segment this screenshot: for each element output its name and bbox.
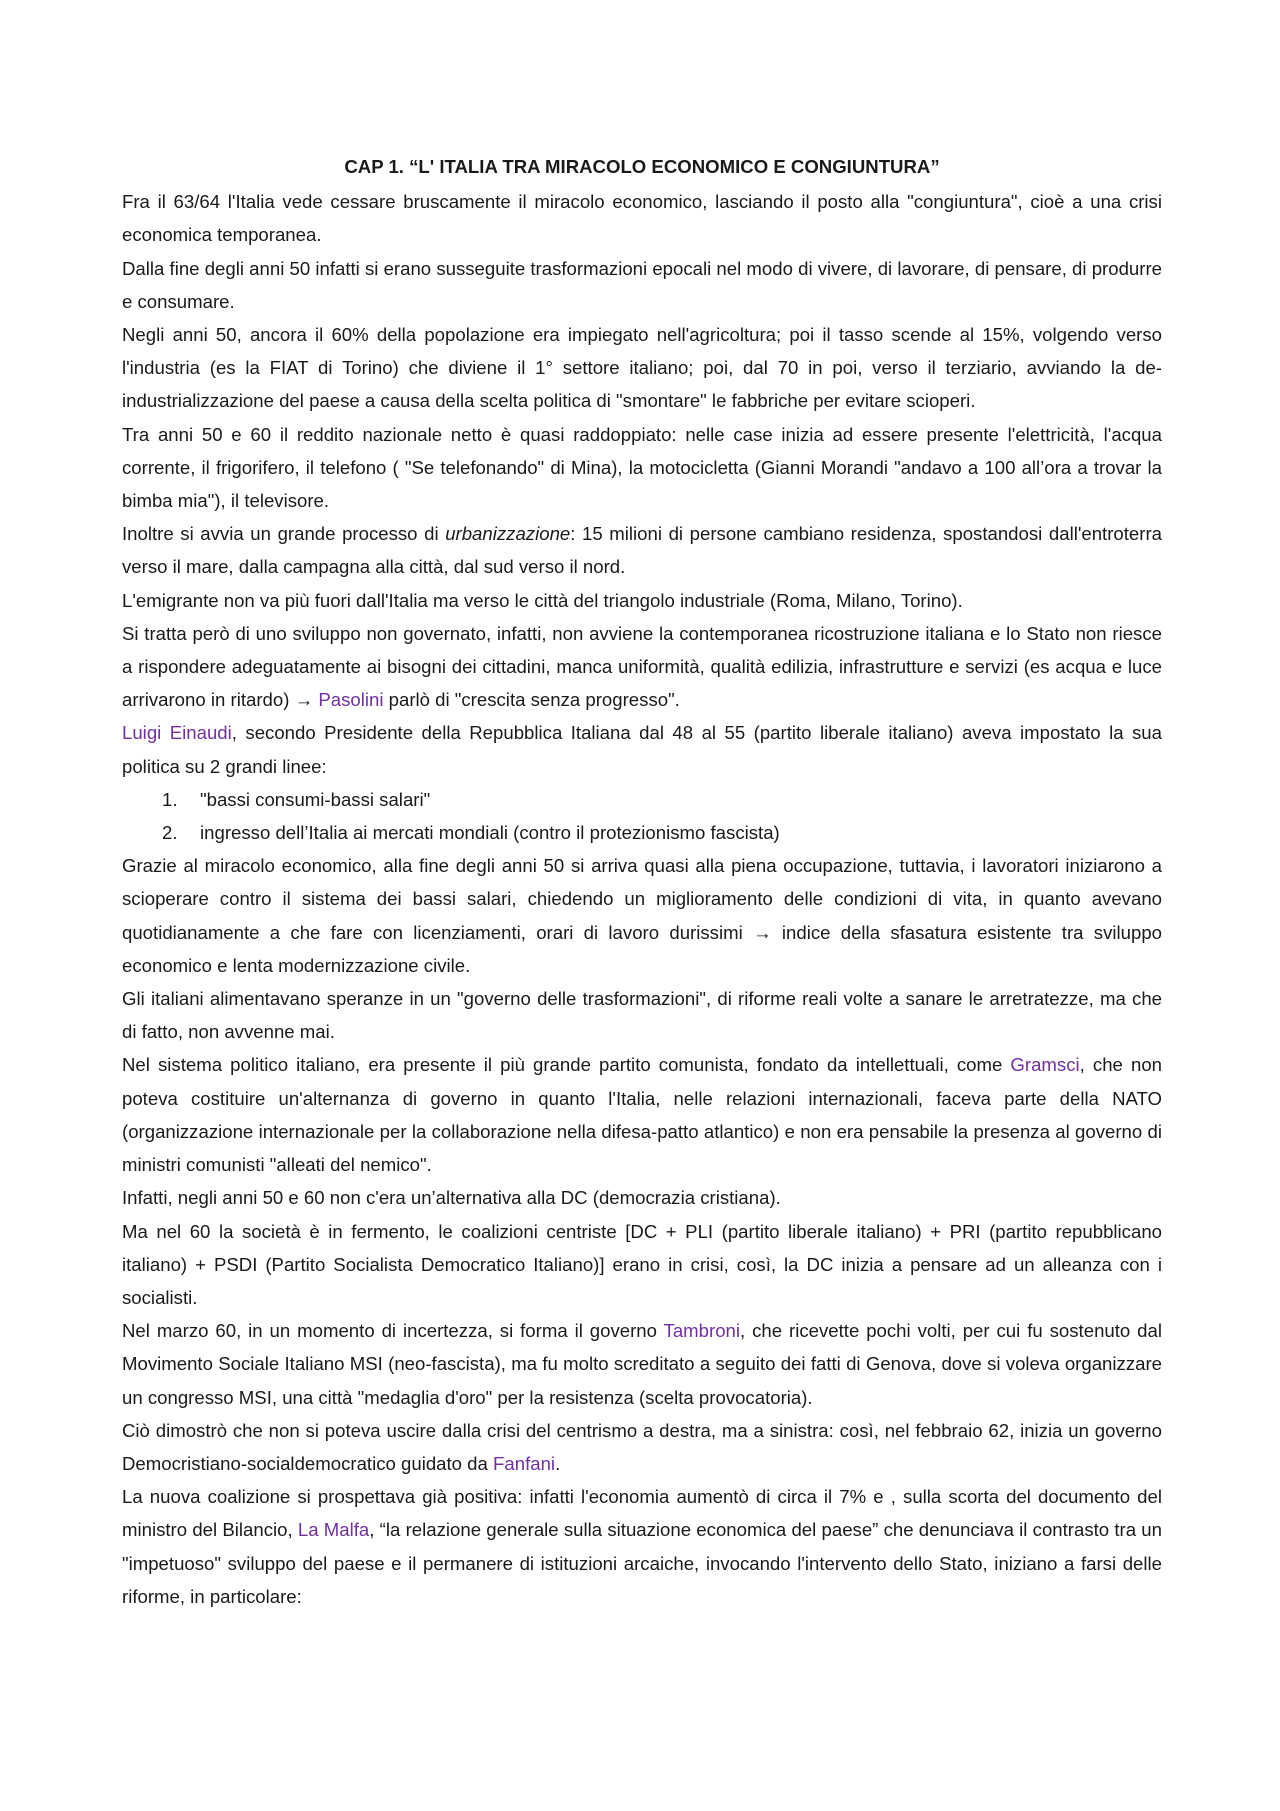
text-run: indice della sfasatura esistente tra sviluppo economico e lenta modernizzazione civile. <box>122 921 1162 976</box>
text-run: Ciò dimostrò che non si poteva uscire dalla crisi del centrismo a destra, ma a sinistra: così, nel febbraio 62, inizia un governo Democristiano-socialdemocratico guidato da <box>122 1419 1162 1474</box>
paragraph-sviluppo <box>122 617 1162 717</box>
text-run: La nuova coalizione si prospettava già positiva: infatti l'economia aumentò di circa il 7% e , sulla scorta del documento del ministro del Bilancio, <box>122 1486 1162 1541</box>
text-run: : 15 milioni di persone cambiano residenza, spostandosi dall'entroterra verso il mare, dalla campagna alla città, dal sud verso il nord. <box>122 523 1162 578</box>
arrow-right-icon: → <box>294 689 314 711</box>
name-tambroni: Tambroni <box>663 1320 741 1342</box>
paragraph-tambroni <box>122 1314 1162 1414</box>
paragraph-emigrante: L'emigrante non va più fuori dall'Italia ma verso le città del triangolo industriale (Roma, Milano, Torino). <box>122 589 963 611</box>
text-run: , che ricevette pochi volti, per cui fu sostenuto dal Movimento Sociale Italiano MSI (neo-fascista), ma fu molto screditato a seguito dei fatti di Genova, dove si voleva organizzare un congresso MSI, una città "medaglia d'oro" per la resistenza (scelta provocatoria). <box>122 1320 1162 1408</box>
paragraph-speranze: Gli italiani alimentavano speranze in un "governo delle trasformazioni", di riforme reali volte a sanare le arretratezze, ma che di fatto, non avvenne mai. <box>122 988 1162 1043</box>
name-fanfani: Fanfani <box>493 1452 556 1474</box>
paragraph-la-malfa <box>122 1480 1162 1613</box>
emphasis-urbanizzazione: urbanizzazione <box>445 523 571 545</box>
text-run: , secondo Presidente della Repubblica Italiana dal 48 al 55 (partito liberale italiano) aveva impostato la sua politica su 2 grandi linee: <box>122 722 1162 777</box>
list-text: ingresso dell’Italia ai mercati mondiali (contro il protezionismo fascista) <box>200 822 780 844</box>
name-einaudi: Luigi Einaudi <box>122 722 232 744</box>
arrow-right-icon: → <box>753 921 772 943</box>
numbered-list <box>122 783 1162 849</box>
list-number: 1. <box>162 788 178 810</box>
paragraph-einaudi <box>122 716 1162 782</box>
paragraph-dc: Infatti, negli anni 50 e 60 non c'era un’alternativa alla DC (democrazia cristiana). <box>122 1187 781 1209</box>
text-run: Grazie al miracolo economico, alla fine degli anni 50 si arriva quasi alla piena occupazione, tuttavia, i lavoratori iniziarono a scioperare contro il sistema dei bassi salari, chiedendo un miglioramento delle condizioni di vita, in quanto avevano quotidianamente a che fare con licenziamenti, orari di lavoro durissimi <box>122 855 1162 943</box>
name-la-malfa: La Malfa <box>297 1519 370 1541</box>
paragraph-congiuntura: Fra il 63/64 l'Italia vede cessare bruscamente il miracolo economico, lasciando il posto alla "congiuntura", cioè a una crisi economica temporanea. <box>122 191 1162 246</box>
text-run: , che non poteva costituire un'alternanza di governo in quanto l'Italia, nelle relazioni internazionali, faceva parte della NATO (organizzazione internazionale per la collaborazione nella difesa-patto atlantico) e non era pensabile la presenza al governo di ministri comunisti "alleati del nemico". <box>122 1054 1163 1176</box>
list-text: "bassi consumi-bassi salari" <box>200 788 431 810</box>
paragraph-agricoltura: Negli anni 50, ancora il 60% della popolazione era impiegato nell'agricoltura; poi il tasso scende al 15%, volgendo verso l'industria (es la FIAT di Torino) che diviene il 1° settore italiano; poi, dal 70 in poi, verso il terziario, avviando la de-industrializzazione del paese a causa della scelta politica di "smontare" le fabbriche per evitare scioperi. <box>122 324 1162 412</box>
name-pasolini: Pasolini <box>318 689 384 711</box>
chapter-title: CAP 1. “L' ITALIA TRA MIRACOLO ECONOMICO E CONGIUNTURA” <box>344 156 940 177</box>
document-page <box>122 150 1162 1613</box>
text-run: parlò di "crescita senza progresso". <box>383 689 680 711</box>
text-run: , “la relazione generale sulla situazione economica del paese” che denunciava il contrasto tra un "impetuoso" sviluppo del paese e il permanere di istituzioni arcaiche, invocando l'intervento dello Stato, iniziano a farsi delle riforme, in particolare: <box>122 1519 1162 1607</box>
paragraph-occupazione <box>122 849 1162 982</box>
paragraph-fanfani <box>122 1414 1162 1480</box>
list-number: 2. <box>162 822 178 844</box>
text-run: Nel marzo 60, in un momento di incertezza, si forma il governo <box>122 1320 664 1342</box>
name-gramsci: Gramsci <box>1010 1054 1080 1076</box>
paragraph-urbanizzazione <box>122 517 1162 583</box>
text-run: . <box>555 1452 561 1474</box>
paragraph-trasformazioni: Dalla fine degli anni 50 infatti si erano susseguite trasformazioni epocali nel modo di vivere, di lavorare, di pensare, di produrre e consumare. <box>122 257 1162 312</box>
text-run: Si tratta però di uno sviluppo non governato, infatti, non avviene la contemporanea ricostruzione italiana e lo Stato non riesce a rispondere adeguatamente ai bisogni dei cittadini, manca uniformità, qualità edilizia, infrastrutture e servizi (es acqua e luce arrivarono in ritardo) <box>122 622 1162 711</box>
paragraph-partito-comunista <box>122 1048 1162 1181</box>
text-run: Nel sistema politico italiano, era presente il più grande partito comunista, fondato da intellettuali, come <box>122 1054 1011 1076</box>
paragraph-reddito: Tra anni 50 e 60 il reddito nazionale netto è quasi raddoppiato: nelle case inizia ad essere presente l'elettricità, l'acqua corrente, il frigorifero, il telefono ( "Se telefonando" di Mina), la motocicletta (Gianni Morandi "andavo a 100 all’ora a trovar la bimba mia"), il televisore. <box>122 423 1162 512</box>
text-run: Inoltre si avvia un grande processo di <box>122 523 446 545</box>
paragraph-coalizioni: Ma nel 60 la società è in fermento, le coalizioni centriste [DC + PLI (partito liberale italiano) + PRI (partito repubblicano italiano) + PSDI (Partito Socialista Democratico Italiano)] erano in crisi, così, la DC inizia a pensare ad un alleanza con i socialisti. <box>122 1220 1162 1308</box>
list-item <box>122 783 1162 816</box>
list-item <box>122 816 1162 849</box>
